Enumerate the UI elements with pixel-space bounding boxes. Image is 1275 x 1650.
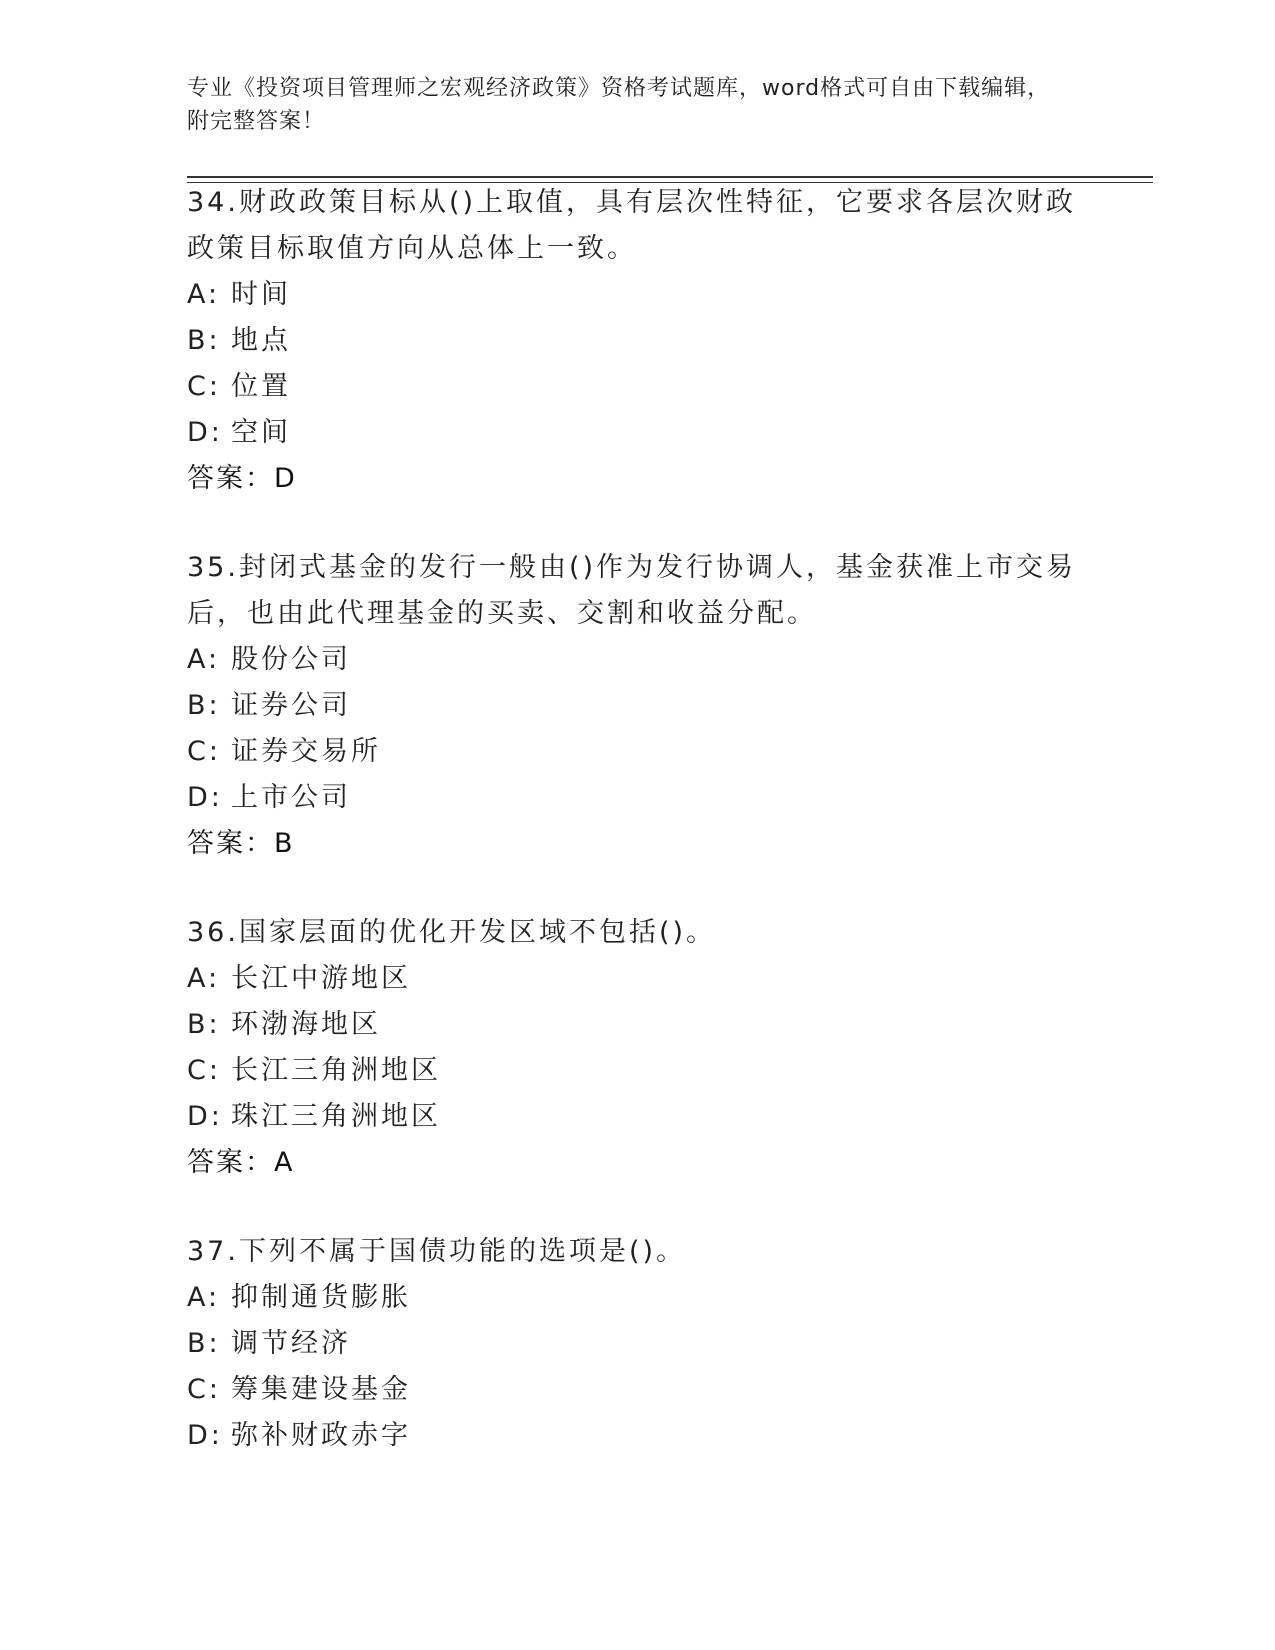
option-c — [187, 1367, 1087, 1413]
question-stem: 34.财政政策目标从()上取值，具有层次性特征，它要求各层次财政政策目标取值方向从总体上一致。 — [187, 187, 1077, 264]
option-text: 地点 — [231, 325, 291, 356]
option-text: 证券公司 — [231, 690, 351, 721]
answer-label: 答案：D — [187, 463, 297, 494]
option-text: 上市公司 — [231, 782, 351, 813]
question-stem: 35.封闭式基金的发行一般由()作为发行协调人，基金获准上市交易后，也由此代理基金的买卖、交割和收益分配。 — [187, 552, 1077, 629]
question-34 — [187, 180, 1087, 502]
document-header: 专业《投资项目管理师之宏观经济政策》资格考试题库，word格式可自由下载编辑，附完整答案！ — [187, 76, 1051, 134]
option-b — [187, 1321, 1087, 1367]
question-stem: 37.下列不属于国债功能的选项是()。 — [187, 1236, 687, 1267]
option-a — [187, 1275, 1087, 1321]
question-37 — [187, 1229, 1087, 1459]
question-36 — [187, 910, 1087, 1186]
option-d — [187, 410, 1087, 456]
option-b — [187, 683, 1087, 729]
question-35 — [187, 545, 1087, 867]
option-letter: C: — [187, 736, 221, 767]
option-text: 筹集建设基金 — [231, 1374, 411, 1405]
header-divider-thick — [187, 176, 1153, 178]
option-text: 珠江三角洲地区 — [231, 1101, 441, 1132]
question-stem: 36.国家层面的优化开发区域不包括()。 — [187, 917, 717, 948]
option-letter: C: — [187, 1374, 221, 1405]
option-a — [187, 272, 1087, 318]
option-letter: A: — [187, 644, 221, 675]
option-letter: D: — [187, 1420, 223, 1451]
option-text: 弥补财政赤字 — [231, 1420, 411, 1451]
option-letter: B: — [187, 325, 221, 356]
option-a — [187, 956, 1087, 1002]
option-letter: D: — [187, 417, 223, 448]
option-letter: A: — [187, 1282, 221, 1313]
option-d — [187, 1413, 1087, 1459]
option-text: 长江中游地区 — [231, 963, 411, 994]
option-letter: B: — [187, 1009, 221, 1040]
answer-label: 答案：B — [187, 828, 295, 859]
option-text: 时间 — [231, 279, 291, 310]
option-c — [187, 1048, 1087, 1094]
option-letter: A: — [187, 963, 221, 994]
option-b — [187, 1002, 1087, 1048]
answer-label: 答案：A — [187, 1147, 295, 1178]
option-letter: C: — [187, 371, 221, 402]
option-letter: C: — [187, 1055, 221, 1086]
option-letter: D: — [187, 1101, 223, 1132]
option-letter: D: — [187, 782, 223, 813]
option-c — [187, 364, 1087, 410]
option-text: 调节经济 — [231, 1328, 351, 1359]
option-c — [187, 729, 1087, 775]
option-letter: B: — [187, 690, 221, 721]
option-d — [187, 775, 1087, 821]
option-d — [187, 1094, 1087, 1140]
option-text: 空间 — [231, 417, 291, 448]
option-text: 抑制通货膨胀 — [231, 1282, 411, 1313]
option-a — [187, 637, 1087, 683]
option-text: 证券交易所 — [231, 736, 381, 767]
option-text: 股份公司 — [231, 644, 351, 675]
option-letter: A: — [187, 279, 221, 310]
option-text: 长江三角洲地区 — [231, 1055, 441, 1086]
option-b — [187, 318, 1087, 364]
option-text: 位置 — [231, 371, 291, 402]
option-letter: B: — [187, 1328, 221, 1359]
option-text: 环渤海地区 — [231, 1009, 381, 1040]
